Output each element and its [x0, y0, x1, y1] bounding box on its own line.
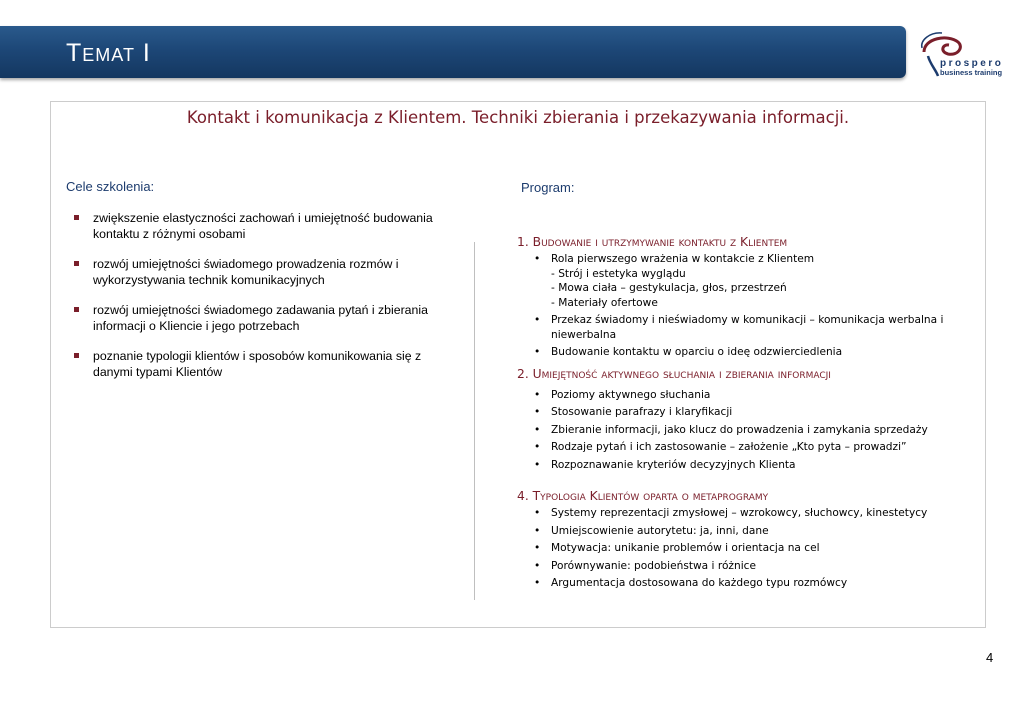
square-bullet-icon	[74, 353, 79, 358]
logo-text-business-training: business training	[940, 68, 1003, 77]
list-item: • Rola pierwszego wrażenia w kontakcie z Klientem - Strój i estetyka wyglądu - Mowa ciała – gestykulacja, głos, przestrzeń - Materiały ofertowe	[534, 253, 815, 309]
logo-text-prospero: prospero	[940, 58, 1004, 69]
list-item: • Umiejscowienie autorytetu: ja, inni, dane	[534, 524, 769, 537]
section-list	[517, 252, 977, 360]
list-item: rozwój umiejętności świadomego prowadzenia rozmów i wykorzystywania technik komunikacyjnych	[74, 256, 434, 288]
list-item: • Stosowanie parafrazy i klaryfikacji	[534, 406, 733, 418]
bullet-icon: •	[534, 542, 541, 554]
section-title: 2. Umiejętność aktywnego słuchania i zbierania informacji	[517, 366, 831, 381]
bullet-icon: •	[534, 507, 541, 519]
list-item: • Przekaz świadomy i nieświadomy w komunikacji – komunikacja werbalna i niewerbalna	[534, 314, 944, 341]
list-item: • Rozpoznawanie kryteriów decyzyjnych Klienta	[534, 458, 796, 471]
bullet-icon: •	[534, 388, 541, 401]
page-number: 4	[986, 650, 994, 665]
bullet-icon: •	[534, 314, 541, 326]
list-item: • Rodzaje pytań i ich zastosowanie – założenie „Kto pyta – prowadzi”	[534, 441, 907, 453]
bullet-icon: •	[534, 406, 541, 418]
section-list	[517, 506, 977, 591]
list-item: • Zbieranie informacji, jako klucz do prowadzenia i zamykania sprzedaży	[534, 423, 928, 436]
bullet-icon: •	[534, 559, 541, 572]
square-bullet-icon	[74, 307, 79, 312]
list-item: • Poziomy aktywnego słuchania	[534, 388, 711, 401]
list-item: poznanie typologii klientów i sposobów komunikowania się z danymi typami Klientów	[74, 348, 434, 380]
column-divider	[474, 242, 475, 600]
bullet-icon: •	[534, 253, 541, 265]
bullet-icon: •	[534, 346, 541, 358]
list-item: • Porównywanie: podobieństwa i różnice	[534, 559, 756, 572]
program-heading: Program:	[521, 180, 575, 195]
bullet-icon: •	[534, 524, 541, 537]
bullet-icon: •	[534, 577, 541, 589]
section-title: 1. Budowanie i utrzymywanie kontaktu z Klientem	[517, 235, 788, 249]
list-item: • Argumentacja dostosowana do każdego typu rozmówcy	[534, 577, 848, 589]
goals-heading: Cele szkolenia:	[66, 179, 155, 194]
main-title: Kontakt i komunikacja z Klientem. Techniki zbierania i przekazywania informacji.	[186, 108, 850, 127]
square-bullet-icon	[74, 215, 79, 220]
list-item: • Motywacja: unikanie problemów i orientacja na cel	[534, 542, 820, 554]
bullet-icon: •	[534, 441, 541, 453]
square-bullet-icon	[74, 261, 79, 266]
page-title: Temat I	[66, 39, 151, 67]
program-section	[517, 235, 977, 594]
goals-list	[74, 210, 434, 394]
list-item: zwiększenie elastyczności zachowań i umiejętność budowania kontaktu z różnymi osobami	[74, 210, 434, 242]
list-item: rozwój umiejętności świadomego zadawania pytań i zbierania informacji o Kliencie i jego potrzebach	[74, 302, 434, 334]
section-list	[517, 388, 977, 473]
list-item: • Systemy reprezentacji zmysłowej – wzrokowcy, słuchowcy, kinestetycy	[534, 507, 928, 519]
bullet-icon: •	[534, 423, 541, 436]
section-title: 4. Typologia Klientów oparta o metaprogramy	[517, 489, 769, 503]
bullet-icon: •	[534, 458, 541, 471]
list-item: • Budowanie kontaktu w oparciu o ideę odzwierciedlenia	[534, 346, 843, 358]
